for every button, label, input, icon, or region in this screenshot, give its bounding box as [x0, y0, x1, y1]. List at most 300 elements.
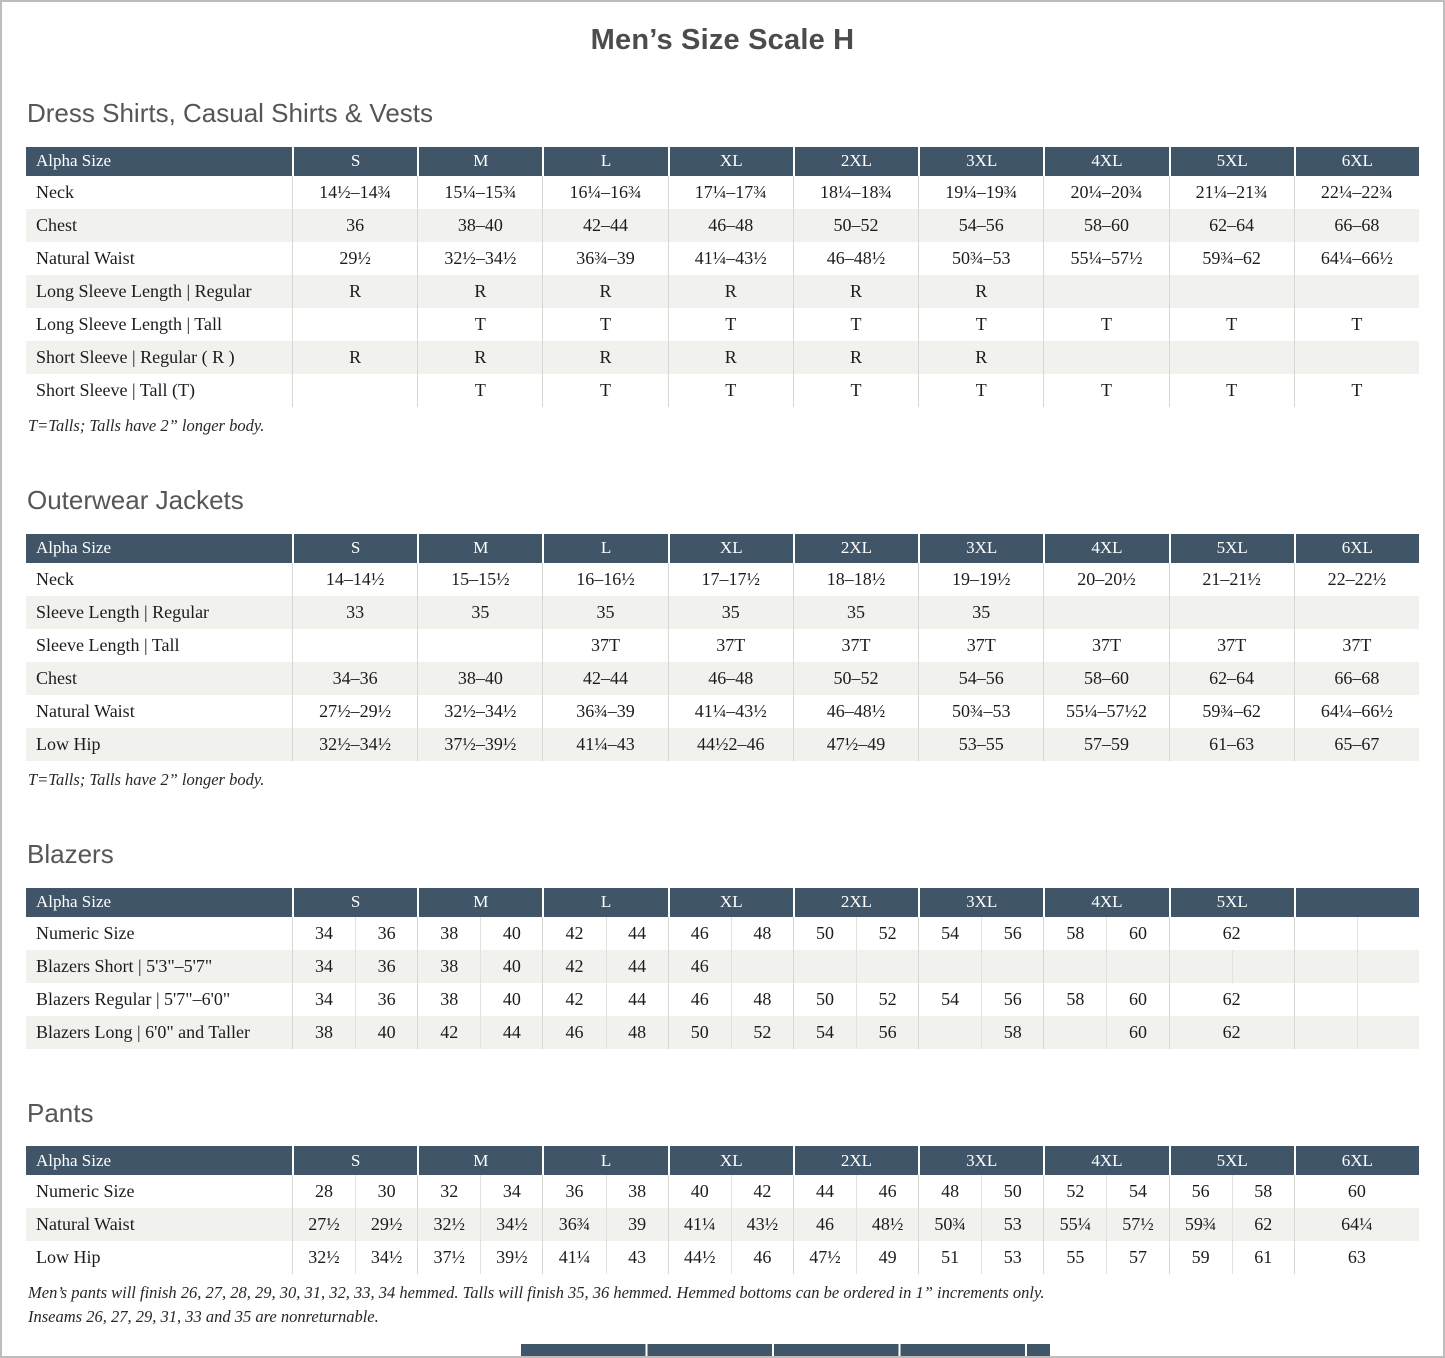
table-row: [26, 275, 1419, 308]
value-cell: [1294, 1016, 1419, 1049]
value: 46: [815, 1214, 834, 1235]
column-header: M: [417, 1146, 542, 1175]
value: 46: [690, 988, 709, 1009]
value-cell: 62–64: [1169, 209, 1294, 242]
value-cell: [292, 308, 417, 341]
value-cell: 18¼–18¾: [793, 176, 918, 209]
row-label: Sleeve Length | Regular: [36, 601, 210, 622]
value: 32½: [308, 1247, 340, 1268]
value-cell: T: [1294, 374, 1419, 407]
corner-header: Alpha Size: [26, 888, 292, 917]
table-row: [26, 374, 1419, 407]
value: [1106, 950, 1168, 983]
value-cell: 46–48: [668, 209, 793, 242]
value: 50: [815, 988, 834, 1009]
value-cell: [793, 983, 918, 1016]
value-cell: R: [793, 341, 918, 374]
value: 46: [690, 922, 709, 943]
value: 34: [315, 955, 334, 976]
column-header: 4XL: [1043, 147, 1168, 176]
table-row: [26, 629, 1419, 662]
value-cell: R: [292, 275, 417, 308]
column-header: 5XL: [1169, 534, 1294, 563]
value: 36¾: [558, 1214, 591, 1235]
value: 51: [941, 1247, 960, 1268]
row-label: Long Sleeve Length | Tall: [36, 313, 222, 334]
value: 58: [1066, 922, 1085, 943]
value: [1044, 950, 1106, 983]
value-cell: 46–48: [668, 662, 793, 695]
value: [1232, 950, 1294, 983]
column-header: 6XL: [1294, 147, 1419, 176]
value-cell: 54–56: [918, 662, 1043, 695]
value-cell: [417, 950, 542, 983]
dress-shirts-table: [26, 147, 1419, 407]
value: 36: [355, 917, 417, 950]
value: 38: [440, 955, 459, 976]
value: 60: [1106, 983, 1168, 1016]
table-row: [26, 1016, 1419, 1049]
value-cell: [417, 983, 542, 1016]
value-cell: 29½: [292, 242, 417, 275]
value-cell: R: [542, 275, 667, 308]
value-cell: 50–52: [793, 209, 918, 242]
value-cell: [417, 1175, 542, 1208]
value-cell: 35: [918, 596, 1043, 629]
value: 32½: [433, 1214, 466, 1235]
value-cell: [417, 1016, 542, 1049]
value-cell: T: [793, 308, 918, 341]
value: 55: [1066, 1247, 1085, 1268]
value: 44: [606, 917, 668, 950]
value-cell: 41¼–43½: [668, 695, 793, 728]
value-cell: T: [1043, 374, 1168, 407]
value-cell: 22–22½: [1294, 563, 1419, 596]
footnote: Inseams 26, 27, 29, 31, 33 and 35 are nonreturnable.: [28, 1306, 379, 1326]
value-cell: [668, 917, 793, 950]
value: 42: [565, 922, 584, 943]
value-cell: [793, 917, 918, 950]
footnote: Men’s pants will finish 26, 27, 28, 29, 30, 31, 32, 33, 34 hemmed. Talls will finish 35, 36 hemmed. Hemmed bottoms can be ordered in 1” increments only.: [28, 1283, 1045, 1303]
value-cell: 37T: [542, 629, 667, 662]
value-cell: [292, 1208, 417, 1241]
column-header: S: [292, 888, 417, 917]
value: 38: [440, 988, 459, 1009]
row-label: Blazers Long | 6'0" and Taller: [36, 1021, 251, 1042]
value: 56: [981, 917, 1043, 950]
value-cell: 42–44: [542, 209, 667, 242]
value-cell: 35: [668, 596, 793, 629]
value-cell: [1169, 1241, 1294, 1274]
row-label: Natural Waist: [36, 247, 135, 268]
value-cell: [918, 950, 1043, 983]
value-cell: 32½–34½: [292, 728, 417, 761]
column-header: M: [417, 147, 542, 176]
value-cell: [668, 950, 793, 983]
table-row: [26, 917, 1419, 950]
value: 44: [815, 1181, 834, 1202]
value-cell: [542, 1241, 667, 1274]
value: 59¾: [1184, 1214, 1217, 1235]
value: 50: [981, 1175, 1043, 1208]
value-cell: [292, 1175, 417, 1208]
table-row: [26, 695, 1419, 728]
value-cell: 37T: [793, 629, 918, 662]
value: 34: [315, 988, 334, 1009]
value: 36: [565, 1181, 584, 1202]
column-header: 3XL: [918, 888, 1043, 917]
value-cell: 37T: [1169, 629, 1294, 662]
value-cell: R: [668, 275, 793, 308]
value-cell: R: [918, 275, 1043, 308]
value: 61: [1232, 1241, 1294, 1274]
row-label: Neck: [36, 568, 74, 589]
value: 29½: [355, 1208, 417, 1241]
value: 52: [856, 983, 918, 1016]
value-cell: 20–20½: [1043, 563, 1168, 596]
footnote: T=Talls; Talls have 2” longer body.: [28, 769, 265, 789]
value-cell: 64¼–66½: [1294, 242, 1419, 275]
value: 34: [315, 922, 334, 943]
value-cell: T: [1294, 308, 1419, 341]
value-cell: [1169, 1016, 1294, 1049]
value-cell: 35: [417, 596, 542, 629]
value: 64¼: [1341, 1214, 1373, 1235]
value-cell: 32½–34½: [417, 695, 542, 728]
row-label: Blazers Short | 5'3"–5'7": [36, 955, 213, 976]
header-row: [26, 534, 1419, 563]
value-cell: 65–67: [1294, 728, 1419, 761]
value-cell: 36¾–39: [542, 242, 667, 275]
value-cell: 32½–34½: [417, 242, 542, 275]
value-cell: T: [417, 308, 542, 341]
row-label: Long Sleeve Length | Regular: [36, 280, 252, 301]
section-title-dress-shirts: Dress Shirts, Casual Shirts & Vests: [27, 98, 434, 129]
column-header: XL: [668, 534, 793, 563]
value-cell: [542, 1208, 667, 1241]
value-cell: [542, 1175, 667, 1208]
table-row: [26, 983, 1419, 1016]
value: 36: [355, 983, 417, 1016]
value: 30: [355, 1175, 417, 1208]
value: 46: [565, 1021, 584, 1042]
value: 41¼: [683, 1214, 716, 1235]
value-cell: [417, 917, 542, 950]
value-cell: [793, 1241, 918, 1274]
value-cell: T: [1043, 308, 1168, 341]
value-cell: [292, 917, 417, 950]
value: 60: [1106, 1016, 1168, 1049]
value-cell: [292, 629, 417, 662]
value-cell: 58–60: [1043, 662, 1168, 695]
value: [1170, 950, 1232, 983]
value-cell: [918, 983, 1043, 1016]
value-cell: [793, 1208, 918, 1241]
value-cell: 38–40: [417, 209, 542, 242]
value: 38: [315, 1021, 334, 1042]
table-row: [26, 242, 1419, 275]
value-cell: 62–64: [1169, 662, 1294, 695]
table-row: [26, 596, 1419, 629]
value-cell: [793, 1016, 918, 1049]
value-cell: 57–59: [1043, 728, 1168, 761]
value-cell: 64¼–66½: [1294, 695, 1419, 728]
value: 46: [856, 1175, 918, 1208]
column-header: 4XL: [1043, 888, 1168, 917]
value-cell: [1043, 341, 1168, 374]
column-header: L: [542, 888, 667, 917]
value-cell: [1294, 1175, 1419, 1208]
value: 40: [480, 983, 542, 1016]
column-header: 2XL: [793, 888, 918, 917]
row-label: Low Hip: [36, 733, 101, 754]
page-title: Men’s Size Scale H: [590, 24, 855, 56]
value-cell: T: [417, 374, 542, 407]
value-cell: [918, 1016, 1043, 1049]
value-cell: 22¼–22¾: [1294, 176, 1419, 209]
value-cell: 18–18½: [793, 563, 918, 596]
row-label: Numeric Size: [36, 1181, 135, 1202]
value: 43½: [731, 1208, 793, 1241]
value: 53: [981, 1241, 1043, 1274]
value-cell: [1294, 950, 1419, 983]
value-cell: [668, 1208, 793, 1241]
value-cell: [542, 917, 667, 950]
value-cell: 66–68: [1294, 209, 1419, 242]
value-cell: 59¾–62: [1169, 242, 1294, 275]
value: 62: [1222, 988, 1241, 1009]
value: 50¾: [934, 1214, 966, 1235]
value-cell: [668, 1016, 793, 1049]
value: 58: [1066, 988, 1085, 1009]
section-pants: [26, 1097, 1419, 1327]
value-cell: [292, 1016, 417, 1049]
column-header: 5XL: [1169, 147, 1294, 176]
value: 40: [480, 917, 542, 950]
value: 40: [480, 950, 542, 983]
column-header: 5XL: [1169, 1146, 1294, 1175]
value-cell: 36: [292, 209, 417, 242]
value-cell: 53–55: [918, 728, 1043, 761]
value-cell: T: [542, 374, 667, 407]
row-label: Chest: [36, 214, 78, 235]
value-cell: 37T: [1294, 629, 1419, 662]
value-cell: [1294, 1208, 1419, 1241]
value-cell: 20¼–20¾: [1043, 176, 1168, 209]
value-cell: [1294, 341, 1419, 374]
value: 63: [1347, 1247, 1366, 1268]
value-cell: [417, 629, 542, 662]
value-cell: 55¼–57½: [1043, 242, 1168, 275]
value-cell: [1043, 1016, 1168, 1049]
table-row: [26, 1241, 1419, 1274]
value: 34½: [480, 1208, 542, 1241]
value: 41¼: [558, 1247, 591, 1268]
column-header: 2XL: [793, 534, 918, 563]
value-cell: T: [918, 308, 1043, 341]
table-row: [26, 662, 1419, 695]
column-header: XL: [668, 1146, 793, 1175]
value-cell: [1169, 1175, 1294, 1208]
value-cell: R: [417, 341, 542, 374]
value: [794, 950, 856, 983]
value-cell: 21–21½: [1169, 563, 1294, 596]
value: 49: [856, 1241, 918, 1274]
value: 44: [606, 983, 668, 1016]
value-cell: T: [1169, 308, 1294, 341]
value-cell: 41¼–43½: [668, 242, 793, 275]
value: 62: [1232, 1208, 1294, 1241]
value: [856, 950, 918, 983]
column-header: 3XL: [918, 534, 1043, 563]
section-title-outerwear-jackets: Outerwear Jackets: [27, 485, 244, 516]
value: 56: [981, 983, 1043, 1016]
value-cell: 14–14½: [292, 563, 417, 596]
table-row: [26, 1208, 1419, 1241]
value: [919, 1016, 981, 1049]
value-cell: R: [793, 275, 918, 308]
value: 39½: [480, 1241, 542, 1274]
value: 48: [731, 917, 793, 950]
value-cell: 16¼–16¾: [542, 176, 667, 209]
column-header: 6XL: [1294, 534, 1419, 563]
value: 52: [731, 1016, 793, 1049]
value-cell: [1294, 596, 1419, 629]
value: 54: [815, 1021, 834, 1042]
value: 57½: [1106, 1208, 1168, 1241]
value-cell: R: [542, 341, 667, 374]
value-cell: 35: [542, 596, 667, 629]
value-cell: [1294, 275, 1419, 308]
value-cell: [292, 374, 417, 407]
value-cell: 37T: [918, 629, 1043, 662]
value: 34: [480, 1175, 542, 1208]
row-label: Neck: [36, 181, 74, 202]
section-outerwear-jackets: [26, 484, 1419, 790]
row-label: Chest: [36, 667, 78, 688]
value-cell: 35: [793, 596, 918, 629]
value: 54: [941, 988, 960, 1009]
value-cell: 47½–49: [793, 728, 918, 761]
value-cell: [292, 1241, 417, 1274]
column-header: XL: [668, 888, 793, 917]
value-cell: [1294, 983, 1419, 1016]
value-cell: R: [292, 341, 417, 374]
value: 40: [690, 1181, 709, 1202]
value: 60: [1347, 1181, 1366, 1202]
value: [731, 950, 793, 983]
value-cell: [1043, 1241, 1168, 1274]
row-label: Short Sleeve | Regular ( R ): [36, 346, 235, 367]
value: 44½: [683, 1247, 716, 1268]
column-header: 3XL: [918, 1146, 1043, 1175]
value-cell: T: [668, 374, 793, 407]
value-cell: 46–48½: [793, 695, 918, 728]
header-row: [26, 147, 1419, 176]
table-row: [26, 563, 1419, 596]
value-cell: [417, 1208, 542, 1241]
value: [1044, 1016, 1106, 1049]
column-header: 6XL: [1294, 1146, 1419, 1175]
section-dress-shirts: [26, 97, 1419, 436]
value: 59: [1191, 1247, 1210, 1268]
value-cell: [1043, 983, 1168, 1016]
section-title-pants: Pants: [27, 1097, 94, 1128]
value: 40: [355, 1016, 417, 1049]
value-cell: [1043, 1175, 1168, 1208]
value-cell: 41¼–43: [542, 728, 667, 761]
value-cell: 33: [292, 596, 417, 629]
value: 58: [981, 1016, 1043, 1049]
value-cell: 59¾–62: [1169, 695, 1294, 728]
table-row: [26, 176, 1419, 209]
value-cell: T: [668, 308, 793, 341]
value: [1295, 1016, 1357, 1049]
section-blazers: [26, 838, 1419, 1049]
table-row: [26, 950, 1419, 983]
column-header: M: [417, 888, 542, 917]
value: 37½: [433, 1247, 466, 1268]
value-cell: 16–16½: [542, 563, 667, 596]
column-header: L: [542, 1146, 667, 1175]
value-cell: [918, 1175, 1043, 1208]
value-cell: 58–60: [1043, 209, 1168, 242]
value: [1357, 983, 1419, 1016]
value: [1357, 917, 1419, 950]
column-header: L: [542, 534, 667, 563]
value-cell: [1043, 917, 1168, 950]
value: 52: [1066, 1181, 1085, 1202]
value-cell: 50¾–53: [918, 695, 1043, 728]
value-cell: R: [918, 341, 1043, 374]
blazers-table: [26, 888, 1419, 1049]
value: 42: [565, 988, 584, 1009]
value: 57: [1106, 1241, 1168, 1274]
value-cell: 15–15½: [417, 563, 542, 596]
partial-next-table-header: [521, 1344, 1050, 1356]
column-header: [1294, 888, 1419, 917]
value-cell: [918, 917, 1043, 950]
value-cell: T: [542, 308, 667, 341]
column-header: 2XL: [793, 1146, 918, 1175]
value-cell: [1169, 275, 1294, 308]
column-header: 5XL: [1169, 888, 1294, 917]
value: 52: [856, 917, 918, 950]
value: [1295, 917, 1357, 950]
value: 34½: [355, 1241, 417, 1274]
value: [1357, 1016, 1419, 1049]
value: 28: [315, 1181, 334, 1202]
value: 48: [941, 1181, 960, 1202]
value-cell: [918, 1241, 1043, 1274]
column-header: S: [292, 1146, 417, 1175]
value-cell: 54–56: [918, 209, 1043, 242]
value-cell: [1169, 341, 1294, 374]
value-cell: 34–36: [292, 662, 417, 695]
value: 56: [1191, 1181, 1210, 1202]
column-header: S: [292, 147, 417, 176]
value: 46: [690, 955, 709, 976]
value-cell: 17¼–17¾: [668, 176, 793, 209]
value-cell: 50¾–53: [918, 242, 1043, 275]
value-cell: [542, 1016, 667, 1049]
value-cell: [292, 983, 417, 1016]
value: 43: [606, 1241, 668, 1274]
value-cell: 55¼–57½2: [1043, 695, 1168, 728]
value-cell: T: [793, 374, 918, 407]
value-cell: T: [918, 374, 1043, 407]
value: [1295, 983, 1357, 1016]
